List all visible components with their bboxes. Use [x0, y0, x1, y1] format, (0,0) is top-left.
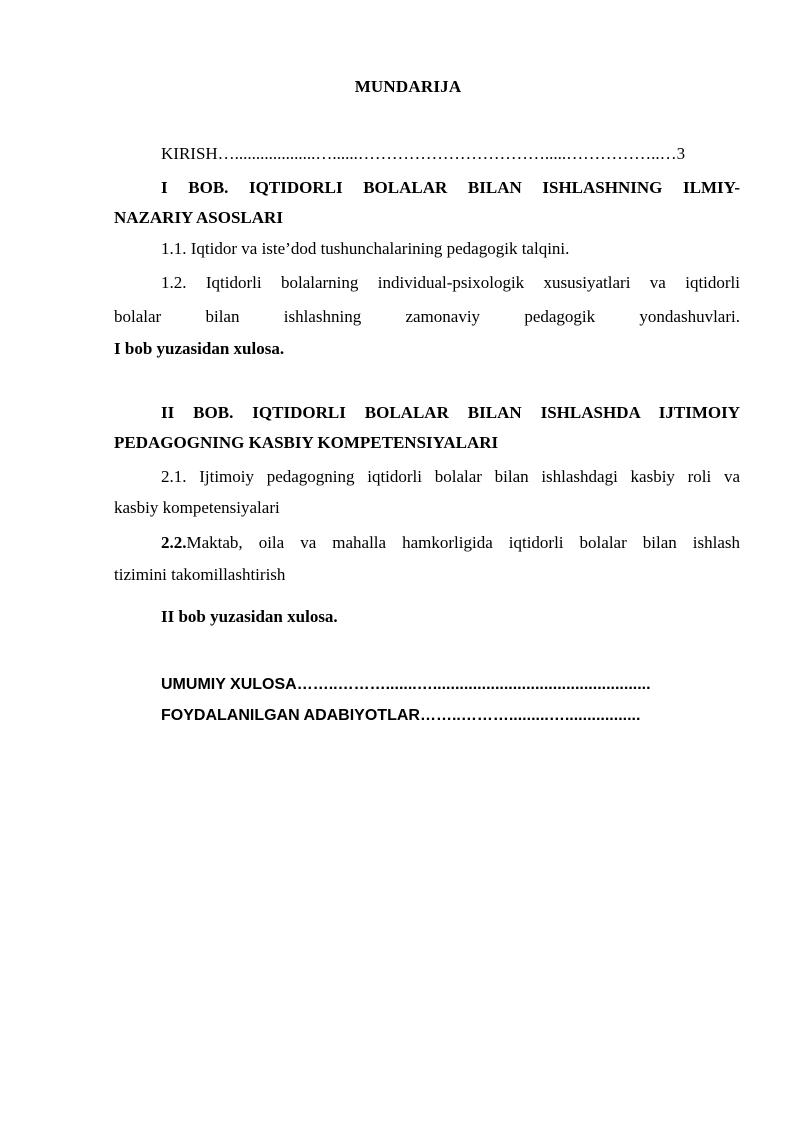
toc-section-1-2-line2: bolalar bilan ishlashning zamonaviy pedagogik yondashuvlari.: [114, 307, 740, 326]
toc-section-1-1: 1.1. Iqtidor va iste’dod tushunchalarining pedagogik talqini.: [161, 239, 570, 258]
toc-chapter-1-heading-line2: NAZARIY ASOSLARI: [114, 208, 283, 227]
toc-chapter-2-heading-line1: II BOB. IQTIDORLI BOLALAR BILAN ISHLASHDA IJTIMOIY: [161, 403, 740, 422]
toc-chapter-2-conclusion: II bob yuzasidan xulosa.: [161, 607, 338, 626]
toc-section-2-2-number: 2.2.: [161, 533, 187, 552]
toc-chapter-1-heading-line1: I BOB. IQTIDORLI BOLALAR BILAN ISHLASHNING ILMIY-: [161, 178, 740, 197]
toc-section-2-2-line1: [161, 533, 740, 553]
toc-section-2-1-line1: 2.1. Ijtimoiy pedagogning iqtidorli bolalar bilan ishlashdagi kasbiy roli va: [161, 467, 740, 486]
page-title: MUNDARIJA: [354, 77, 462, 96]
toc-chapter-1-conclusion: I bob yuzasidan xulosa.: [114, 339, 285, 358]
toc-entry-references: FOYDALANILGAN ADABIYOTLAR……..……….........….................: [161, 707, 641, 724]
toc-chapter-2-heading-line2: PEDAGOGNING KASBIY KOMPETENSIYALARI: [114, 433, 499, 452]
toc-section-2-2-line2: tizimini takomillashtirish: [114, 565, 286, 584]
toc-section-1-2-line1: 1.2. Iqtidorli bolalarning individual-psixologik xususiyatlari va iqtidorli: [161, 273, 740, 292]
toc-entry-intro: KIRISH…...................…......…………………………….....……………..…3: [161, 144, 686, 163]
toc-entry-summary: UMUMIY XULOSA……..……….......….................................................: [161, 676, 651, 693]
toc-section-2-1-line2: kasbiy kompetensiyalari: [114, 498, 280, 517]
toc-section-2-2-text: Maktab, oila va mahalla hamkorligida iqtidorli bolalar bilan ishlash: [186, 533, 740, 552]
